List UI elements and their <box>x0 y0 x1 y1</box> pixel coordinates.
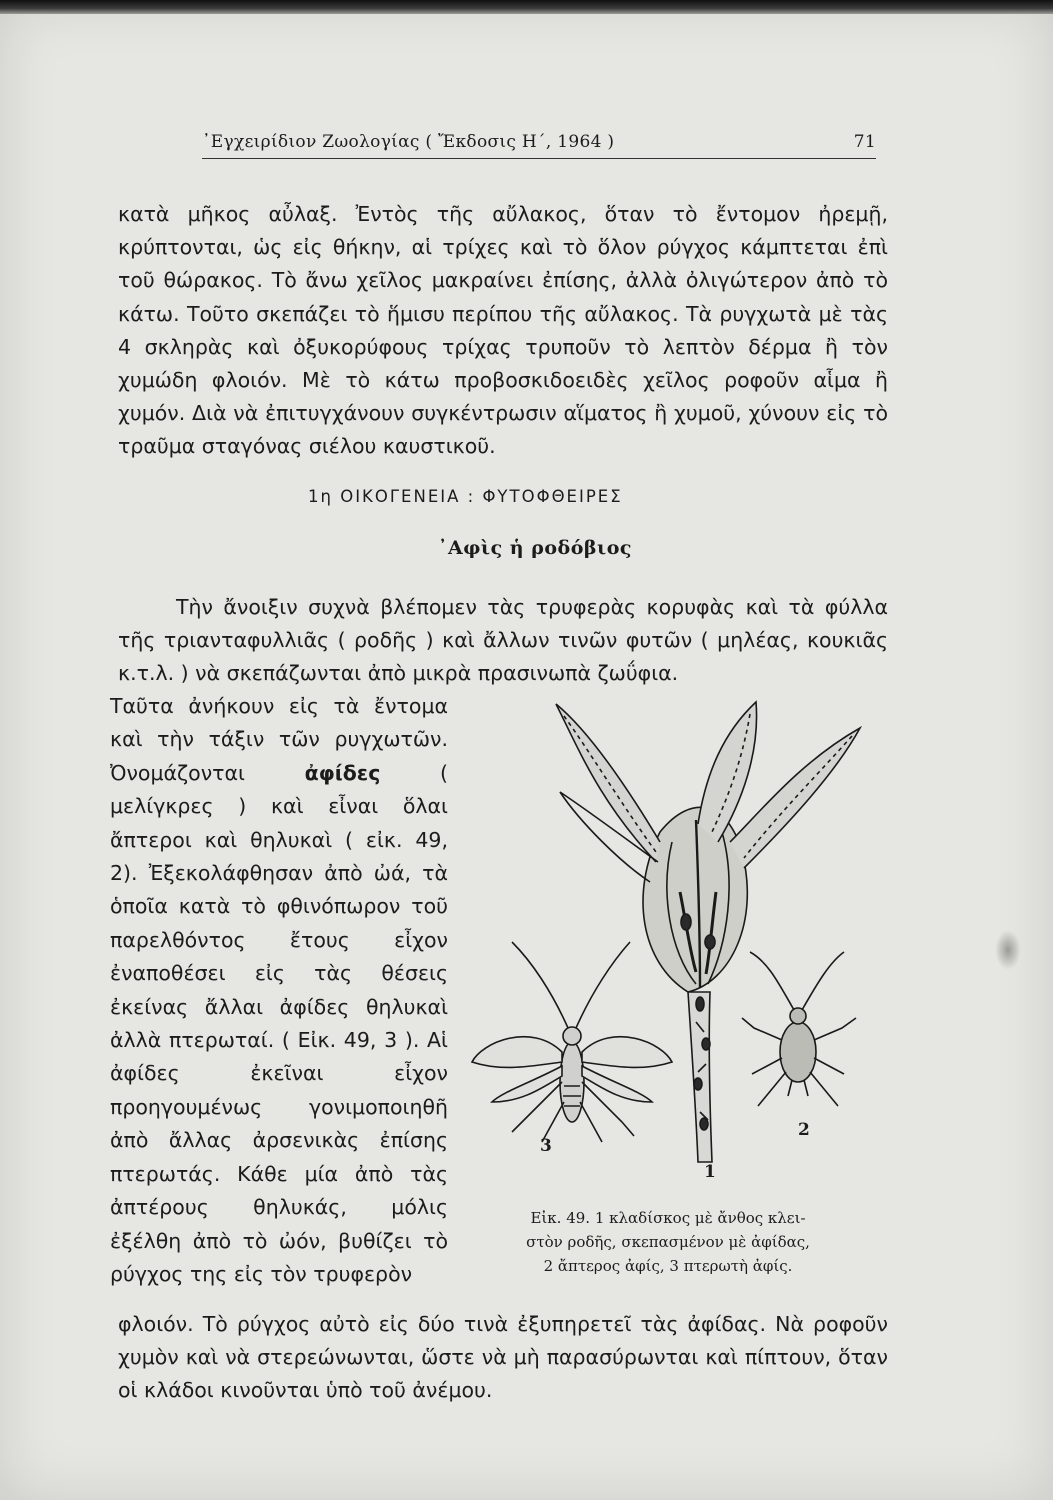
paragraph-intro: Τὴν ἄνοιξιν συχνὰ βλέπομεν τὰς τρυφερὰς κορυφὰς καὶ τὰ φύλλα τῆς τριανταφυλλιᾶς ( ροδῆς ) καὶ ἄλλων τινῶν φυτῶν ( μηλέας, κουκιᾶς κ.τ.λ. ) νὰ σκεπάζωνται ἀπὸ μικρὰ πρασινωπὰ ζωΰφια. <box>118 595 888 686</box>
column-text-end: ( μελίγκρες ) καὶ εἶναι ὅλαι ἄπτεροι καὶ θηλυκαὶ ( εἰκ. 49, 2). Ἐξεκολάφθησαν ἀπὸ ὠά, τὰ ὁποῖα κατὰ τὸ φθινόπωρον τοῦ παρελθόντος ἔτους εἶχον ἐναποθέσει εἰς τὰς θέσεις ἐκείνας ἄλλαι ἀφίδες θηλυκαὶ ἀλλὰ πτερωταί. ( Εἰκ. 49, 3 ). Αἱ ἀφίδες ἐκεῖναι εἶχον προηγουμένως γονιμοποιηθῆ ἀπὸ ἄλλας ἀρσενικὰς ἐπίσης πτερωτάς. Κάθε μία ἀπὸ τὰς ἀπτέρους θηλυκάς, μόλις ἐξέλθη ἀπὸ τὸ ὠόν, βυθίζει τὸ ρύγχος της εἰς τὸν τρυφερὸν <box>110 760 448 1286</box>
scan-top-border <box>0 0 1053 14</box>
running-header <box>202 128 876 158</box>
column-text-start: Ταῦτα ἀνήκουν εἰς τὰ ἔντομα καὶ τὴν τάξιν τῶν ρυγχωτῶν. Ὀνομάζονται <box>110 694 448 785</box>
paragraph-closing: φλοιόν. Τὸ ρύγχος αὐτὸ εἰς δύο τινὰ ἐξυπηρετεῖ τὰς ἀφίδας. Νὰ ροφοῦν χυμὸν καὶ νὰ στερεώνωνται, ὥστε νὰ μὴ παρασύρωνται καὶ πίπτουν, ὅταν οἱ κλάδοι κινοῦνται ὑπὸ τοῦ ἀνέμου. <box>118 1312 888 1403</box>
wingless-aphid <box>742 952 856 1106</box>
caption-line-2: στὸν ροδῆς, σκεπασμένον μὲ ἀφίδας, <box>526 1233 810 1251</box>
species-heading: ᾿Αφὶς ἡ ροδόβιος <box>438 537 632 559</box>
page-number: 71 <box>853 132 876 152</box>
winged-aphid <box>472 942 672 1142</box>
figure-49 <box>460 692 890 1202</box>
stem <box>688 992 712 1162</box>
column-paragraph <box>110 690 448 1291</box>
figure-label-2: 2 <box>798 1120 810 1140</box>
caption-line-3: 2 ἄπτερος ἀφίς, 3 πτερωτὴ ἀφίς. <box>543 1257 793 1275</box>
figure-label-1: 1 <box>704 1162 716 1182</box>
family-heading: 1η ΟΙΚΟΓΕΝΕΙΑ : ΦΥΤΟΦΘΕΙΡΕΣ <box>308 487 623 506</box>
paragraph-continued: κατὰ μῆκος αὖλαξ. Ἐντὸς τῆς αὔλακος, ὅταν τὸ ἔντομον ἠρεμῇ, κρύπτονται, ὡς εἰς θήκην, αἱ τρίχες καὶ τὸ ὅλον ρύγχος κάμπτεται ἐπὶ τοῦ θώρακος. Τὸ ἄνω χεῖλος μακραίνει ἐπίσης, ἀλλὰ ὀλιγώτερον ἀπὸ τὸ κάτω. Τοῦτο σκεπάζει τὸ ἥμισυ περίπου τῆς αὔλακος. Τὰ ρυγχωτὰ μὲ τὰς 4 σκληρὰς καὶ ὀξυκορύφους τρίχας τρυποῦν τὸ λεπτὸν δέρμα ἢ τὸν χυμώδη φλοιόν. Μὲ τὸ κάτω προβοσκιδοειδὲς χεῖλος ροφοῦν αἷμα ἢ χυμόν. Διὰ νὰ ἐπιτυγχάνουν συγκέντρωσιν αἵματος ἢ χυμοῦ, χύνουν εἰς τὸ τραῦμα σταγόνας σιέλου καυστικοῦ. <box>118 202 888 459</box>
bold-term: ἀφίδες <box>304 760 381 785</box>
rose-aphid-illustration <box>460 692 890 1202</box>
caption-line-1: Εἰκ. 49. 1 κλαδίσκος μὲ ἄνθος κλει- <box>530 1209 806 1227</box>
scan-edge-mark <box>995 930 1021 970</box>
sepal-left <box>556 704 660 862</box>
header-rule <box>202 158 876 159</box>
figure-label-3: 3 <box>540 1136 552 1156</box>
figure-caption <box>488 1206 848 1278</box>
book-title: ᾿Εγχειρίδιον Ζωολογίας ( Ἔκδοσις Η΄, 1964 ) <box>202 132 615 152</box>
